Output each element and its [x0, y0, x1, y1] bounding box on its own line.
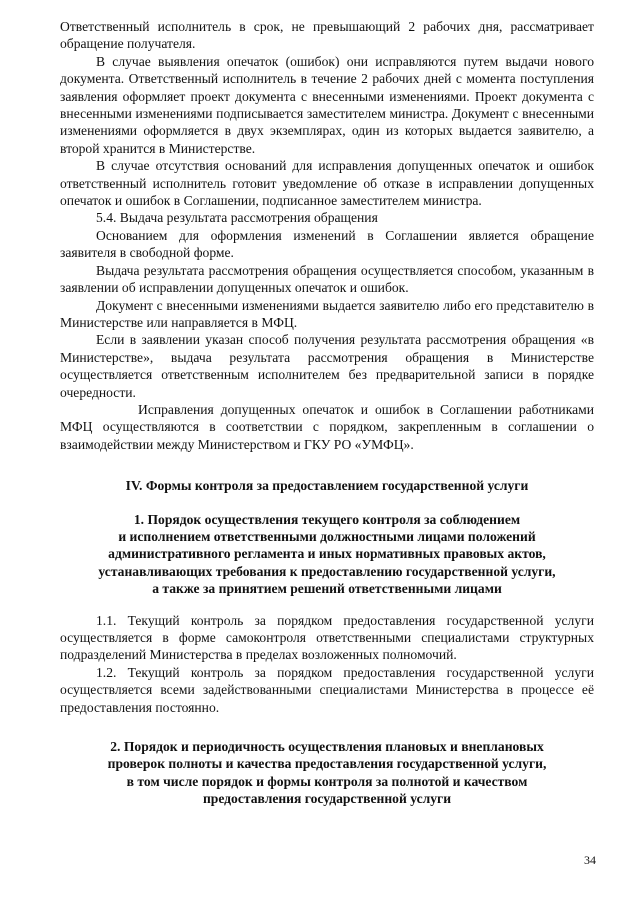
- paragraph: Документ с внесенными изменениями выдается заявителю либо его представителю в Министерстве или направляется в МФЦ.: [60, 297, 594, 330]
- title-line: 1. Порядок осуществления текущего контроля за соблюдением: [133, 511, 521, 527]
- title-line: административного регламента и иных нормативных правовых актов,: [108, 546, 546, 562]
- subsection-2-title: [60, 738, 594, 808]
- paragraph: Если в заявлении указан способ получения результата рассмотрения обращения «в Министерстве», выдача результата рассмотрения обращения в Министерстве осуществляется ответственным исполнителем без предварительной записи в порядке очередности.: [60, 332, 594, 400]
- subsection-1-body: [60, 612, 594, 716]
- paragraph: Ответственный исполнитель в срок, не превышающий 2 рабочих дня, рассматривает обращение получателя.: [60, 19, 594, 52]
- title-line: устанавливающих требования к предоставлению государственной услуги,: [98, 563, 556, 579]
- page-number: 34: [584, 853, 596, 867]
- subsection-1-title: [60, 511, 594, 598]
- section-iv-title: IV. Формы контроля за предоставлением государственной услуги: [125, 478, 529, 494]
- title-line: проверок полноты и качества предоставления государственной услуги,: [107, 756, 547, 772]
- title-line: а также за принятием решений ответственными лицами: [152, 581, 502, 597]
- document-page: [60, 18, 594, 808]
- subheading-5-4: 5.4. Выдача результата рассмотрения обращения: [96, 210, 378, 226]
- paragraph: В случае выявления опечаток (ошибок) они исправляются путем выдачи нового документа. Ответственный исполнитель в течение 2 рабочих дней с момента поступления заявления оформляет проект документа с внесенными изменениями. Проект документа с внесенными изменениями подписывается заместителем министра. Документ с внесенными изменениями оформляется в двух экземплярах, один из которых выдается заявителю, а второй хранится в Министерстве.: [60, 53, 594, 156]
- paragraph: Основанием для оформления изменений в Соглашении является обращение заявителя в свободной форме.: [60, 227, 594, 261]
- paragraph: Выдача результата рассмотрения обращения осуществляется способом, указанным в заявлении об исправлении допущенных опечаток и ошибок.: [60, 262, 594, 296]
- title-line: 2. Порядок и периодичность осуществления плановых и внеплановых: [110, 739, 544, 755]
- paragraph-1-2: 1.2. Текущий контроль за порядком предоставления государственной услуги осуществляется всеми задействованными специалистами Министерства в процессе её предоставления постоянно.: [60, 664, 594, 715]
- title-line: и исполнением ответственными должностными лицами положений: [118, 528, 536, 544]
- title-line: в том числе порядок и формы контроля за полнотой и качеством: [126, 773, 528, 789]
- paragraph: Исправления допущенных опечаток и ошибок в Соглашении работниками МФЦ осуществляются в соответствии с порядком, закрепленным в соглашении о взаимодействии между Министерством и ГКУ РО «УМФЦ».: [60, 401, 594, 452]
- paragraph-1-1: 1.1. Текущий контроль за порядком предоставления государственной услуги осуществляется в форме самоконтроля ответственными специалистами структурных подразделений Министерства в пределах возложенных полномочий.: [60, 612, 594, 663]
- paragraph: В случае отсутствия оснований для исправления допущенных опечаток и ошибок ответственный исполнитель готовит уведомление об отказе в исправлении допущенных опечаток и ошибок в Соглашении, подписанное заместителем министра.: [60, 158, 594, 209]
- section-5-4-text: [60, 18, 594, 453]
- title-line: предоставления государственной услуги: [202, 791, 452, 807]
